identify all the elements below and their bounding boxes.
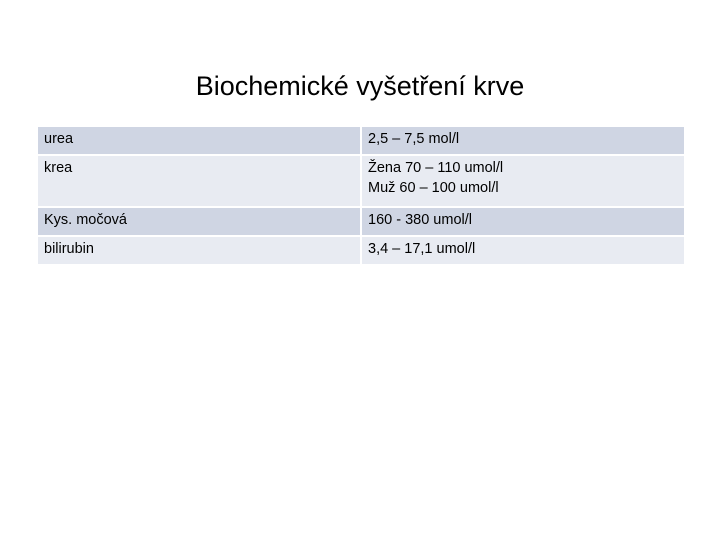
table-cell-value [361,207,685,236]
table-cell-name: bilirubin [37,236,361,265]
value-line: Muž 60 – 100 umol/l [368,180,499,196]
table-row [37,236,685,265]
table-cell-name: krea [37,155,361,207]
table-cell-name: urea [37,126,361,155]
table-cell-value [361,126,685,155]
table-row [37,155,685,207]
table-row [37,207,685,236]
value-line: 3,4 – 17,1 umol/l [368,241,476,257]
slide-title: Biochemické vyšetření krve [195,71,525,102]
reference-values-table [36,125,686,266]
table-cell-value [361,155,685,207]
value-line: 160 - 380 umol/l [368,212,472,228]
table-row [37,126,685,155]
value-line: Žena 70 – 110 umol/l [368,160,504,176]
table-cell-name: Kys. močová [37,207,361,236]
table-cell-value [361,236,685,265]
value-line: 2,5 – 7,5 mol/l [368,131,460,147]
